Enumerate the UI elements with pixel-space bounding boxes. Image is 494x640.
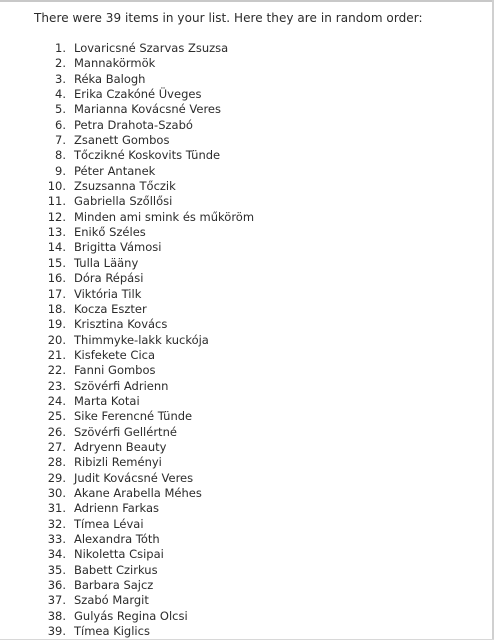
intro-text: There were 39 items in your list. Here they are in random order: — [34, 11, 423, 25]
list-item-number: 2. — [55, 56, 66, 71]
list-item-number: 37. — [47, 593, 66, 608]
list-item-number: 8. — [55, 148, 66, 163]
list-item-number: 4. — [55, 87, 66, 102]
list-item-name: Petra Drahota-Szabó — [74, 117, 193, 132]
list-item-number: 32. — [47, 516, 66, 531]
list-item-name: Babett Czirkus — [74, 562, 158, 577]
list-item-name: Lovaricsné Szarvas Zsuzsa — [74, 41, 229, 55]
list-item-name: Marta Kotai — [74, 393, 140, 408]
list-item-number: 34. — [47, 547, 66, 562]
list-item-name: Mannakörmök — [74, 56, 156, 71]
list-item-number: 22. — [47, 363, 66, 378]
list-item-name: Kisfekete Cica — [74, 347, 156, 362]
list-item-name: Enikő Széles — [74, 225, 146, 240]
list-item-name: Judit Kovácsné Veres — [74, 470, 194, 485]
list-item-number: 5. — [55, 102, 66, 117]
list-item-name: Réka Balogh — [74, 71, 146, 86]
list-item-name: Sike Ferencné Tünde — [74, 409, 193, 424]
list-item-number: 36. — [47, 578, 66, 593]
list-item-name: Péter Antanek — [74, 163, 156, 178]
list-item-name: Viktória Tilk — [74, 286, 142, 301]
list-item-number: 16. — [47, 271, 66, 286]
list-item-number: 12. — [47, 209, 66, 224]
list-item-number: 9. — [55, 163, 66, 178]
list-item-name: Barbara Sajcz — [74, 578, 154, 593]
list-item-name: Thimmyke-lakk kuckója — [74, 332, 209, 347]
list-item-number: 31. — [47, 501, 66, 516]
list-item-name: Zsuzsanna Tőczik — [74, 179, 176, 194]
list-item-name: Gulyás Regina Olcsi — [74, 608, 188, 623]
list-item-number: 3. — [55, 71, 66, 86]
list-item-number: 30. — [47, 485, 66, 500]
list-item-name: Szövérfi Adrienn — [74, 378, 169, 393]
list-item-number: 20. — [47, 332, 66, 347]
list-item-name: Tímea Kiglics — [74, 624, 150, 639]
list-item-number: 1. — [55, 41, 66, 55]
list-item-name: Ribizli Reményi — [74, 455, 162, 470]
list-item-name: Akane Arabella Méhes — [74, 485, 202, 500]
list-item-name: Dóra Répási — [74, 271, 144, 286]
list-item-name: Krisztina Kovács — [74, 317, 168, 332]
list-item-name: Brigitta Vámosi — [74, 240, 162, 255]
list-item-name: Nikoletta Csipai — [74, 547, 164, 562]
list-item-number: 26. — [47, 424, 66, 439]
list-item-name: Erika Czakóné Üveges — [74, 87, 202, 102]
list-item-number: 25. — [47, 409, 66, 424]
list-item-number: 35. — [47, 562, 66, 577]
list-item-name: Fanni Gombos — [74, 363, 156, 378]
list-item-number: 28. — [47, 455, 66, 470]
list-item-number: 21. — [47, 347, 66, 362]
list-item-number: 33. — [47, 532, 66, 546]
list-item-number: 6. — [55, 117, 66, 132]
list-item-name: Szövérfi Gellértné — [74, 424, 177, 439]
list-item-name: Alexandra Tóth — [74, 532, 160, 546]
list-item-number: 17. — [47, 286, 66, 301]
list-item-name: Tulla Lääny — [74, 255, 139, 270]
list-item-number: 38. — [47, 608, 66, 623]
list-item-number: 10. — [47, 179, 66, 194]
list-item-name: Kocza Eszter — [74, 301, 147, 316]
list-item-number: 23. — [47, 378, 66, 393]
list-item-number: 18. — [47, 301, 66, 316]
list-item-number: 11. — [47, 194, 66, 209]
list-item-name: Tőczikné Koskovits Tünde — [74, 148, 221, 163]
list-item-name: Tímea Lévai — [74, 516, 144, 531]
list-item-name: Gabriella Szőllősi — [74, 194, 173, 209]
list-item-number: 29. — [47, 470, 66, 485]
list-item-name: Adrienn Farkas — [74, 501, 160, 516]
list-item-name: Marianna Kovácsné Veres — [74, 102, 222, 117]
list-item-name: Zsanett Gombos — [74, 133, 170, 148]
list-item-number: 19. — [47, 317, 66, 332]
list-item-number: 13. — [47, 225, 66, 240]
list-item-name: Szabó Margit — [74, 593, 149, 608]
list-item-number: 39. — [47, 624, 66, 639]
list-item-number: 7. — [55, 133, 66, 148]
list-item-number: 15. — [47, 255, 66, 270]
list-item-number: 14. — [47, 240, 66, 255]
list-item-number: 24. — [47, 393, 66, 408]
list-item-number: 27. — [47, 439, 66, 454]
list-item-name: Adryenn Beauty — [74, 439, 167, 454]
top-border — [0, 0, 494, 2]
list-item-name: Minden ami smink és műköröm — [74, 209, 255, 224]
